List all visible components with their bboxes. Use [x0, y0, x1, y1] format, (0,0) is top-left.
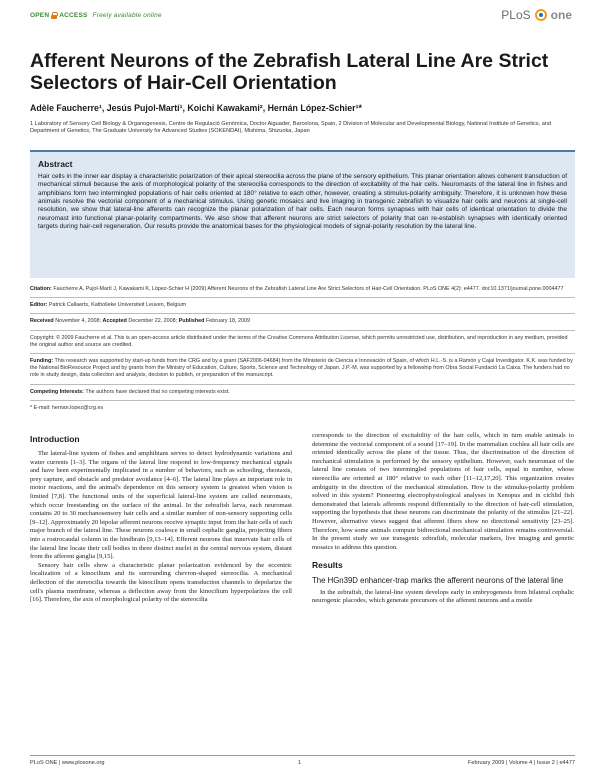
- dates: Received November 4, 2008; Accepted December 22, 2008; Published February 18, 2009: [30, 318, 251, 325]
- divider: [30, 353, 575, 354]
- plos-logo-icon: [535, 9, 547, 21]
- body-column-right: [312, 432, 574, 606]
- divider: [30, 384, 575, 385]
- author-list: Adèle Faucherre¹, Jesús Pujol-Martí¹, Koichi Kawakami², Hernán López-Schier¹*: [30, 103, 362, 113]
- affiliations: 1 Laboratory of Sensory Cell Biology & Organogenesis, Centre de Regulació Genòmica, Doctor Aiguader, Barcelona, Spain, 2 Division of Molecular and Developmental Biology, National Institute of Genetics, and Department of Genetics, The Graduate University for Advanced Studies (SOKENDAI), Mishima, Shizuoka, Japan: [30, 121, 552, 135]
- journal-header: [0, 0, 600, 38]
- paragraph: In the zebrafish, the lateral-line system develops early in embryogenesis from bilateral cephalic neurogenic placodes, which generate precursors of the afferent neurons and a motile: [312, 588, 574, 605]
- abstract-box: [30, 150, 575, 278]
- funding: Funding: This research was supported by start-up funds from the CRG and by a grant (SAF2006-04684) from the Ministerio de Ciencia e Innovación of Spain, of which H.L.-S. is a Ramón y Cajal Investigator. K.K. was funded by the National BioResource Project and by grants from the Ministry of Education, Culture, Sports, Science and Technology of Japan. J.P.-M. was supported by a fellowship from Obra Social Fundació La Caixa. The funders had no role in study design, data collection and analysis, decision to publish, or preparation of the manuscript.: [30, 358, 573, 379]
- results-subheading: The HGn39D enhancer-trap marks the afferent neurons of the lateral line: [312, 576, 564, 586]
- contact-email[interactable]: * E-mail: hernan.lopez@crg.es: [30, 404, 104, 411]
- divider: [30, 330, 575, 331]
- paragraph: The lateral-line system of fishes and amphibians serves to detect hydrodynamic variations and water currents [1–3]. The organs of the lateral line respond to low-frequency mechanical signals and have been experimentally implicated in a number of behaviors, such as schooling, rheotaxis, prey capture, and obstacle and predator avoidance [4–6]. The lateral line plays an important role in motor reactions, and the animal's dependence on this sensory system is greatest when vision is limited [7,8]. The functional units of the superficial lateral-line system are called neuromasts, which occur freestanding on the surface of the animal. In the zebrafish larva, each neuromast contains 20 to 30 mechanosensory hair cells and a similar number of non-sensory supporting cells [9–12]. Approximately 20 bipolar afferent neurons receive synaptic input from the hair cells of each major branch of the lateral line. These neurons coalesce in small cephalic ganglia, projecting fibers into a rostrocaudal column in the hindbrain [9,13–14]. Efferent neurons that innervate hair cells of the lateral line locate their cell bodies in three distinct nuclei in the central nervous system, distant from the afferent ganglia [9,15].: [30, 450, 292, 561]
- editor: Editor: Patrick Callaerts, Katholieke Universiteit Leuven, Belgium: [30, 302, 187, 309]
- divider: [30, 313, 575, 314]
- citation: Citation: Faucherre A, Pujol-Martí J, Kawakami K, López-Schier H (2009) Afferent Neurons of the Zebrafish Lateral Line Are Strict Selectors of Hair-Cell Orientation. PLoS ONE 4(2): e4477. doi:10.1371/journal.pone.0004477: [30, 286, 564, 292]
- competing-interests: Competing Interests: The authors have declared that no competing interests exist.: [30, 388, 230, 395]
- abstract-text: Hair cells in the inner ear display a characteristic polarization of their apical stereocilia across the plane of the sensory epithelium. This planar orientation allows coherent transduction of mechanical stimuli because the axis of morphological polarity of the stereocilia corresponds to the direction of excitability of the hair cells. Neuromasts of the lateral line in fishes and amphibians form two intermingled populations of hair cells oriented at 180° relative to each other, however, creating a stimulus-polarity ambiguity. Therefore, it is unknown how these animals resolve the vectorial component of a mechanical stimulus. Using genetic mosaics and live imaging in transgenic zebrafish to visualize hair cells and neurons at single-cell resolution, we show that lateral-line afferents can recognize the planar polarization of hair cells. Each neuron forms synapses with hair cells of identical orientation to divide the neuromast into functional planar-polarity compartments. We also show that afferent neurons are strict selectors of polarity that can re-establish synapses with identically oriented targets during hair-cell regeneration. Our results provide the anatomical bases for the physiological models of signal-polarity resolution by the lateral line.: [38, 173, 567, 231]
- page-number: 1: [298, 760, 302, 766]
- open-lock-icon: [51, 12, 57, 19]
- divider: [30, 400, 575, 401]
- introduction-heading: Introduction: [30, 434, 80, 444]
- copyright: Copyright: © 2009 Faucherre et al. This is an open-access article distributed under the terms of the Creative Commons Attribution License, which permits unrestricted use, distribution, and reproduction in any medium, provided the original author and source are credited.: [30, 334, 568, 348]
- article-title: Afferent Neurons of the Zebrafish Lateral Line Are Strict Selectors of Hair-Cell Orientation: [30, 50, 549, 94]
- body-column-left: [30, 432, 292, 605]
- results-heading: Results: [312, 560, 343, 571]
- paragraph: corresponds to the direction of excitability of the hair cells, which in turn enable animals to determine the vectorial component of a sound [17–19]. In the mammalian cochlea all hair cells are oriented identically across the plane of the tissue. Thus, the discrimination of the direction of mechanical stimulation is performed by the sensory epithelium. However, each neuromast of the lateral line consists of two intermingled populations of hair cells, equal in number, whose stereocilia are oriented at 180° relative to each other [11–12,17,20]. This organization creates ambiguity in the direction of the mechanical stimulation. How is the stimulus-polarity problem solved in this system? Pioneering electrophysiological analyses in Xenopus and in cichlid fish demonstrated that laterals afferents respond differentially to the direction of hair-cell stimulation, supporting the hypothesis that these neurons can discriminate the polarity of the stimulus [21–22]. However, alternative views suggest that afferent fibers show no directional sensitivity [23–25]. Therefore, how some animals compute bidirectional mechanical stimulation remains controversial. In the present study we use transgenic zebrafish, molecular markers, live imaging and genetic mosaics to address this question.: [312, 432, 574, 551]
- abstract-heading: Abstract: [38, 159, 73, 169]
- article-metadata: [30, 284, 575, 414]
- free-text: Freely available online: [92, 12, 162, 19]
- footer-issue: February 2009 | Volume 4 | Issue 2 | e4477: [468, 760, 575, 766]
- paragraph: Sensory hair cells show a characteristic planar polarization evidenced by the eccentric localization of a kinocilium and its surrounding chevron-shaped stereocilia. A mechanical deflection of the stereocilia towards the kinocilium opens transduction channels to depolarize the cell's plasma membrane, whereas a deflection away from the kinocilium hyperpolarizes the cell [16]. Therefore, the axis of morphological polarity of the stereocilia: [30, 561, 292, 604]
- journal-logo: PLoS one: [501, 8, 572, 22]
- divider: [30, 297, 575, 298]
- open-access-badge: OPEN ACCESS Freely available online: [30, 12, 162, 19]
- footer-journal: PLoS ONE | www.plosone.org: [30, 760, 105, 766]
- page-footer: [30, 755, 575, 766]
